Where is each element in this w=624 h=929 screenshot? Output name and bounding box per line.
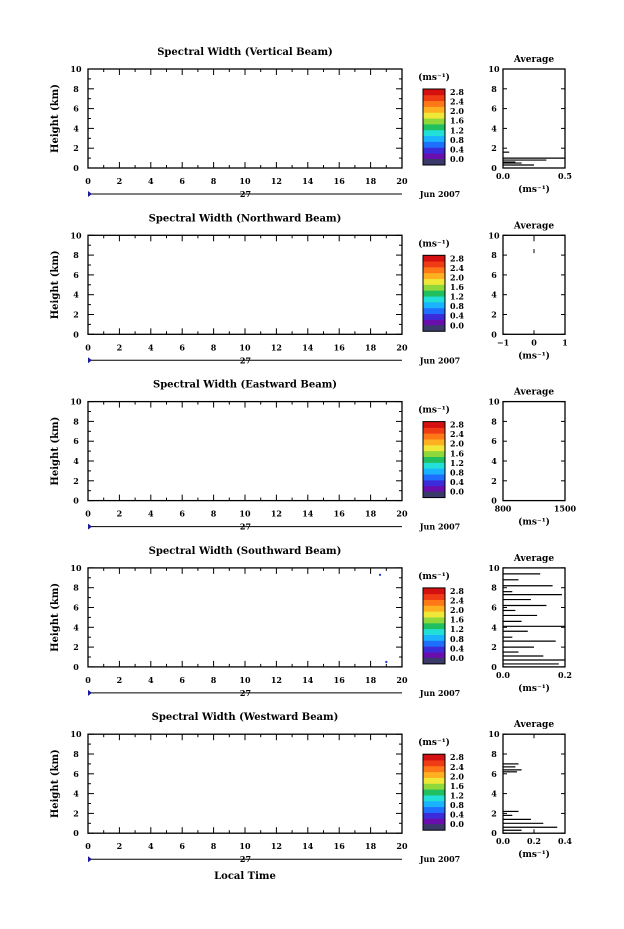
colorbar-tick-label: 2.8: [450, 585, 464, 596]
colorbar-underflow: [423, 159, 445, 165]
x-tick-label: 4: [148, 342, 154, 353]
average-x-label: (ms⁻¹): [518, 517, 550, 528]
colorbar-swatch: [423, 795, 445, 801]
y-tick-label: 4: [73, 788, 79, 799]
month-label: Jun 2007: [419, 189, 461, 199]
x-tick-label: 20: [396, 674, 408, 685]
average-title: Average: [513, 387, 555, 398]
average-y-tick-label: 0: [491, 329, 497, 340]
colorbar-swatch: [423, 130, 445, 136]
colorbar-tick-label: 0.8: [450, 467, 464, 478]
panel-title: Spectral Width (Northward Beam): [148, 213, 342, 225]
colorbar-tick-label: 1.6: [450, 448, 464, 459]
x-tick-label: 10: [239, 176, 251, 186]
x-tick-label: 0: [85, 674, 91, 685]
average-y-tick-label: 2: [491, 309, 497, 320]
colorbar-tick-label: 1.6: [450, 282, 464, 293]
colorbar-swatch: [423, 261, 445, 267]
colorbar-swatch: [423, 801, 445, 807]
colorbar-tick-label: 2.8: [450, 752, 464, 763]
date-marker: [88, 690, 92, 696]
colorbar-swatch: [423, 594, 445, 600]
y-tick-label: 4: [73, 123, 79, 134]
colorbar-tick-label: 2.0: [450, 106, 464, 117]
x-tick-label: 2: [116, 508, 123, 519]
month-label: Jun 2007: [419, 521, 461, 532]
x-tick-label: 8: [210, 674, 217, 685]
average-y-tick-label: 2: [491, 475, 497, 486]
x-tick-label: 0: [85, 342, 91, 353]
x-tick-label: 18: [365, 508, 377, 519]
x-tick-label: 2: [116, 176, 123, 186]
colorbar-swatch: [423, 439, 445, 445]
x-tick-label: 16: [333, 841, 345, 852]
average-frame: [503, 402, 565, 501]
colorbar-tick-label: 0.8: [450, 633, 464, 644]
colorbar-swatch: [423, 789, 445, 795]
y-axis-label: Height (km): [50, 416, 61, 486]
colorbar-tick-label: 2.0: [450, 605, 464, 616]
x-tick-label: 6: [179, 176, 185, 186]
x-tick-label: 12: [270, 674, 282, 685]
colorbar-swatch: [423, 772, 445, 778]
colorbar-unit: (ms⁻¹): [418, 73, 450, 83]
y-tick-label: 0: [73, 661, 79, 672]
y-tick-label: 2: [73, 642, 79, 653]
average-x-label: (ms⁻¹): [518, 850, 550, 861]
average-y-tick-label: 10: [488, 562, 500, 573]
colorbar-swatch: [423, 451, 445, 457]
colorbar-swatch: [423, 427, 445, 433]
colorbar-tick-label: 1.2: [450, 457, 464, 468]
y-axis-label: Height (km): [50, 749, 61, 819]
panel-5: [50, 712, 572, 864]
colorbar-swatch: [423, 778, 445, 784]
average-y-tick-label: 8: [491, 250, 497, 261]
colorbar-tick-label: 2.4: [450, 761, 464, 772]
colorbar-tick-label: 0.4: [450, 809, 464, 820]
average-y-tick-label: 2: [491, 143, 497, 154]
colorbar-swatch: [423, 760, 445, 766]
average-y-tick-label: 6: [491, 436, 497, 447]
colorbar-tick-label: 0.4: [450, 310, 464, 321]
colorbar-tick-label: 0.4: [450, 477, 464, 488]
colorbar-swatch: [423, 319, 445, 325]
average-title: Average: [513, 55, 555, 65]
x-tick-label: 2: [116, 674, 123, 685]
colorbar-swatch: [423, 480, 445, 486]
y-tick-label: 10: [70, 64, 82, 74]
colorbar-swatch: [423, 783, 445, 789]
y-tick-label: 10: [70, 396, 82, 407]
x-tick-label: 2: [116, 342, 123, 353]
y-tick-label: 10: [70, 230, 82, 241]
average-x-tick-label: 0: [531, 337, 537, 348]
x-tick-label: 4: [148, 176, 154, 186]
data-point: [379, 574, 381, 576]
colorbar-tick-label: 0.8: [450, 134, 464, 145]
y-tick-label: 8: [73, 749, 79, 759]
colorbar-swatch: [423, 296, 445, 302]
average-y-tick-label: 6: [491, 103, 497, 114]
colorbar-swatch: [423, 462, 445, 468]
average-y-tick-label: 10: [488, 396, 500, 407]
y-axis-label: Height (km): [50, 84, 61, 153]
colorbar-swatch: [423, 754, 445, 760]
colorbar-swatch: [423, 588, 445, 594]
y-tick-label: 6: [73, 602, 79, 613]
average-y-tick-label: 0: [491, 661, 497, 672]
average-title: Average: [513, 553, 555, 564]
colorbar-swatch: [423, 468, 445, 474]
average-y-tick-label: 0: [491, 495, 497, 506]
average-y-tick-label: 2: [491, 808, 497, 819]
y-tick-label: 8: [73, 416, 79, 427]
average-y-tick-label: 6: [491, 269, 497, 280]
panel-4: [50, 546, 572, 698]
average-frame: [503, 69, 565, 168]
colorbar-tick-label: 2.0: [450, 771, 464, 782]
colorbar-swatch: [423, 279, 445, 285]
colorbar-swatch: [423, 95, 445, 101]
colorbar-swatch: [423, 136, 445, 142]
average-x-label: (ms⁻¹): [518, 683, 550, 694]
x-tick-label: 8: [210, 841, 217, 852]
x-tick-label: 4: [148, 841, 154, 852]
x-tick-label: 10: [239, 841, 251, 852]
colorbar-swatch: [423, 813, 445, 819]
plot-frame: [88, 568, 402, 667]
average-y-tick-label: 10: [488, 230, 500, 241]
x-tick-label: 16: [333, 342, 345, 353]
y-tick-label: 0: [73, 828, 79, 839]
x-tick-label: 6: [179, 674, 185, 685]
y-tick-label: 2: [73, 475, 79, 486]
x-tick-label: 20: [396, 342, 408, 353]
average-x-tick-label: −1: [496, 337, 510, 348]
average-y-tick-label: 6: [491, 768, 497, 779]
average-y-tick-label: 4: [491, 788, 497, 799]
colorbar-unit: (ms⁻¹): [418, 738, 450, 749]
average-y-tick-label: 0: [491, 828, 497, 839]
plot-frame: [88, 235, 402, 334]
colorbar-tick-label: 1.2: [450, 125, 464, 136]
colorbar-tick-label: 0.0: [450, 652, 464, 663]
colorbar-swatch: [423, 652, 445, 658]
average-y-tick-label: 8: [491, 83, 497, 94]
colorbar-swatch: [423, 118, 445, 124]
x-tick-label: 18: [365, 342, 377, 353]
y-tick-label: 4: [73, 456, 79, 466]
colorbar-swatch: [423, 433, 445, 439]
colorbar-unit: (ms⁻¹): [418, 405, 450, 416]
colorbar-tick-label: 1.6: [450, 115, 464, 126]
plot-frame: [88, 402, 402, 501]
colorbar-swatch: [423, 273, 445, 279]
y-tick-label: 6: [73, 269, 79, 280]
colorbar-swatch: [423, 600, 445, 606]
colorbar-tick-label: 0.4: [450, 643, 464, 654]
month-label: Jun 2007: [419, 687, 461, 698]
x-tick-label: 14: [302, 342, 314, 353]
colorbar-swatch: [423, 314, 445, 320]
x-tick-label: 14: [302, 176, 314, 186]
colorbar-swatch: [423, 818, 445, 824]
date-marker: [88, 524, 92, 530]
x-tick-label: 8: [210, 508, 217, 519]
panel-title: Spectral Width (Eastward Beam): [152, 379, 338, 391]
colorbar-underflow: [423, 492, 445, 498]
y-tick-label: 6: [73, 103, 79, 114]
x-tick-label: 8: [210, 342, 217, 353]
colorbar-swatch: [423, 617, 445, 623]
panel-2: [50, 213, 568, 365]
colorbar-swatch: [423, 147, 445, 153]
colorbar-swatch: [423, 267, 445, 273]
colorbar-underflow: [423, 824, 445, 830]
y-tick-label: 6: [73, 768, 79, 779]
day-label: 27: [239, 521, 252, 532]
y-tick-label: 2: [73, 143, 79, 154]
colorbar-swatch: [423, 422, 445, 428]
average-y-tick-label: 4: [491, 622, 497, 633]
plot-frame: [88, 69, 402, 168]
y-tick-label: 6: [73, 436, 79, 447]
colorbar-swatch: [423, 255, 445, 261]
average-y-tick-label: 10: [488, 64, 500, 74]
average-x-tick-label: 0.0: [496, 836, 510, 847]
x-tick-label: 18: [365, 841, 377, 852]
average-y-tick-label: 6: [491, 602, 497, 613]
colorbar-swatch: [423, 124, 445, 130]
colorbar-swatch: [423, 646, 445, 652]
plot-frame: [88, 734, 402, 833]
x-tick-label: 10: [239, 674, 251, 685]
x-tick-label: 10: [239, 508, 251, 519]
colorbar-tick-label: 2.4: [450, 429, 464, 440]
y-tick-label: 8: [73, 582, 79, 593]
colorbar-unit: (ms⁻¹): [418, 571, 450, 582]
colorbar-swatch: [423, 474, 445, 480]
colorbar-unit: (ms⁻¹): [418, 239, 450, 250]
average-x-tick-label: 1500: [553, 503, 577, 514]
colorbar-swatch: [423, 640, 445, 646]
y-axis-label: Height (km): [50, 582, 61, 652]
average-x-label: (ms⁻¹): [518, 185, 550, 195]
average-y-tick-label: 8: [491, 416, 497, 427]
average-title: Average: [513, 720, 555, 731]
average-y-tick-label: 4: [491, 456, 497, 466]
colorbar-swatch: [423, 302, 445, 308]
colorbar-swatch: [423, 308, 445, 314]
x-tick-label: 18: [365, 176, 377, 186]
panel-title: Spectral Width (Southward Beam): [148, 545, 342, 557]
y-tick-label: 0: [73, 495, 79, 506]
average-x-tick-label: 0.0: [496, 669, 510, 680]
colorbar-swatch: [423, 142, 445, 148]
x-tick-label: 0: [85, 841, 91, 852]
date-marker: [88, 856, 92, 862]
colorbar-underflow: [423, 658, 445, 664]
average-y-tick-label: 4: [491, 289, 497, 300]
y-tick-label: 2: [73, 808, 79, 819]
colorbar-swatch: [423, 284, 445, 290]
x-tick-label: 12: [270, 841, 282, 852]
colorbar-tick-label: 0.0: [450, 320, 464, 331]
colorbar-swatch: [423, 107, 445, 113]
x-tick-label: 8: [210, 176, 217, 186]
y-tick-label: 2: [73, 309, 79, 320]
colorbar-tick-label: 0.0: [450, 486, 464, 497]
colorbar-tick-label: 2.4: [450, 262, 464, 273]
colorbar-tick-label: 0.0: [450, 154, 464, 164]
colorbar-tick-label: 0.8: [450, 301, 464, 312]
average-x-tick-label: 0.2: [558, 669, 572, 680]
average-x-tick-label: 800: [494, 503, 512, 514]
panel-3: [50, 380, 577, 532]
y-tick-label: 0: [73, 329, 79, 340]
x-tick-label: 6: [179, 841, 185, 852]
colorbar-tick-label: 2.4: [450, 595, 464, 606]
x-tick-label: 0: [85, 176, 91, 186]
colorbar-tick-label: 2.0: [450, 438, 464, 449]
y-tick-label: 8: [73, 250, 79, 261]
average-frame: [503, 734, 565, 833]
x-tick-label: 2: [116, 841, 123, 852]
x-tick-label: 4: [148, 508, 154, 519]
panel-title: Spectral Width (Vertical Beam): [157, 47, 333, 58]
colorbar-swatch: [423, 623, 445, 629]
x-tick-label: 16: [333, 176, 345, 186]
colorbar-swatch: [423, 605, 445, 611]
colorbar-swatch: [423, 112, 445, 118]
day-label: 27: [239, 355, 252, 366]
average-y-tick-label: 8: [491, 582, 497, 593]
colorbar-tick-label: 2.4: [450, 96, 464, 107]
colorbar-tick-label: 2.8: [450, 253, 464, 264]
x-tick-label: 4: [148, 674, 154, 685]
y-tick-label: 4: [73, 289, 79, 300]
colorbar-tick-label: 0.8: [450, 800, 464, 811]
month-label: Jun 2007: [419, 854, 461, 865]
data-point: [385, 661, 387, 663]
colorbar-tick-label: 1.2: [450, 790, 464, 801]
x-tick-label: 12: [270, 342, 282, 353]
average-y-tick-label: 0: [491, 163, 497, 173]
day-label: 27: [239, 687, 252, 698]
average-title: Average: [513, 221, 555, 232]
panel-title: Spectral Width (Westward Beam): [151, 712, 339, 724]
colorbar-swatch: [423, 766, 445, 772]
colorbar-swatch: [423, 153, 445, 159]
day-label: 27: [239, 189, 252, 199]
colorbar-swatch: [423, 629, 445, 635]
average-y-tick-label: 8: [491, 749, 497, 759]
colorbar-tick-label: 1.2: [450, 624, 464, 635]
colorbar-swatch: [423, 807, 445, 813]
colorbar-swatch: [423, 457, 445, 463]
date-marker: [88, 191, 92, 197]
colorbar-underflow: [423, 325, 445, 331]
average-x-tick-label: 0.5: [558, 171, 572, 181]
x-tick-label: 0: [85, 508, 91, 519]
x-tick-label: 14: [302, 841, 314, 852]
x-tick-label: 20: [396, 841, 408, 852]
colorbar-tick-label: 2.8: [450, 419, 464, 430]
y-tick-label: 10: [70, 729, 82, 740]
x-tick-label: 14: [302, 508, 314, 519]
colorbar-swatch: [423, 290, 445, 296]
x-tick-label: 12: [270, 508, 282, 519]
x-tick-label: 18: [365, 674, 377, 685]
x-tick-label: 10: [239, 342, 251, 353]
average-y-tick-label: 10: [488, 729, 500, 740]
x-tick-label: 16: [333, 674, 345, 685]
x-tick-label: 6: [179, 508, 185, 519]
colorbar-tick-label: 0.0: [450, 819, 464, 830]
average-x-tick-label: 1: [562, 337, 568, 348]
average-y-tick-label: 2: [491, 642, 497, 653]
colorbar-tick-label: 2.8: [450, 87, 464, 97]
colorbar-tick-label: 1.2: [450, 291, 464, 302]
date-marker: [88, 357, 92, 363]
x-tick-label: 16: [333, 508, 345, 519]
y-tick-label: 0: [73, 163, 79, 173]
colorbar-swatch: [423, 635, 445, 641]
colorbar-swatch: [423, 445, 445, 451]
colorbar-tick-label: 0.4: [450, 144, 464, 155]
y-tick-label: 10: [70, 562, 82, 573]
colorbar-swatch: [423, 89, 445, 95]
colorbar-tick-label: 1.6: [450, 614, 464, 625]
x-axis-label: Local Time: [214, 871, 276, 882]
colorbar-swatch: [423, 486, 445, 492]
y-axis-label: Height (km): [50, 250, 61, 320]
month-label: Jun 2007: [419, 355, 461, 366]
x-tick-label: 20: [396, 176, 408, 186]
x-tick-label: 12: [270, 176, 282, 186]
colorbar-swatch: [423, 101, 445, 107]
x-tick-label: 14: [302, 674, 314, 685]
average-x-tick-label: 0.2: [527, 836, 541, 847]
average-x-label: (ms⁻¹): [518, 351, 550, 362]
y-tick-label: 4: [73, 622, 79, 633]
x-tick-label: 20: [396, 508, 408, 519]
panel-1: [50, 47, 572, 199]
x-tick-label: 6: [179, 342, 185, 353]
average-x-tick-label: 0.4: [558, 836, 572, 847]
colorbar-tick-label: 1.6: [450, 780, 464, 791]
colorbar-swatch: [423, 611, 445, 617]
day-label: 27: [239, 854, 252, 865]
average-y-tick-label: 4: [491, 123, 497, 134]
average-x-tick-label: 0.0: [496, 171, 510, 181]
y-tick-label: 8: [73, 83, 79, 94]
colorbar-tick-label: 2.0: [450, 272, 464, 283]
